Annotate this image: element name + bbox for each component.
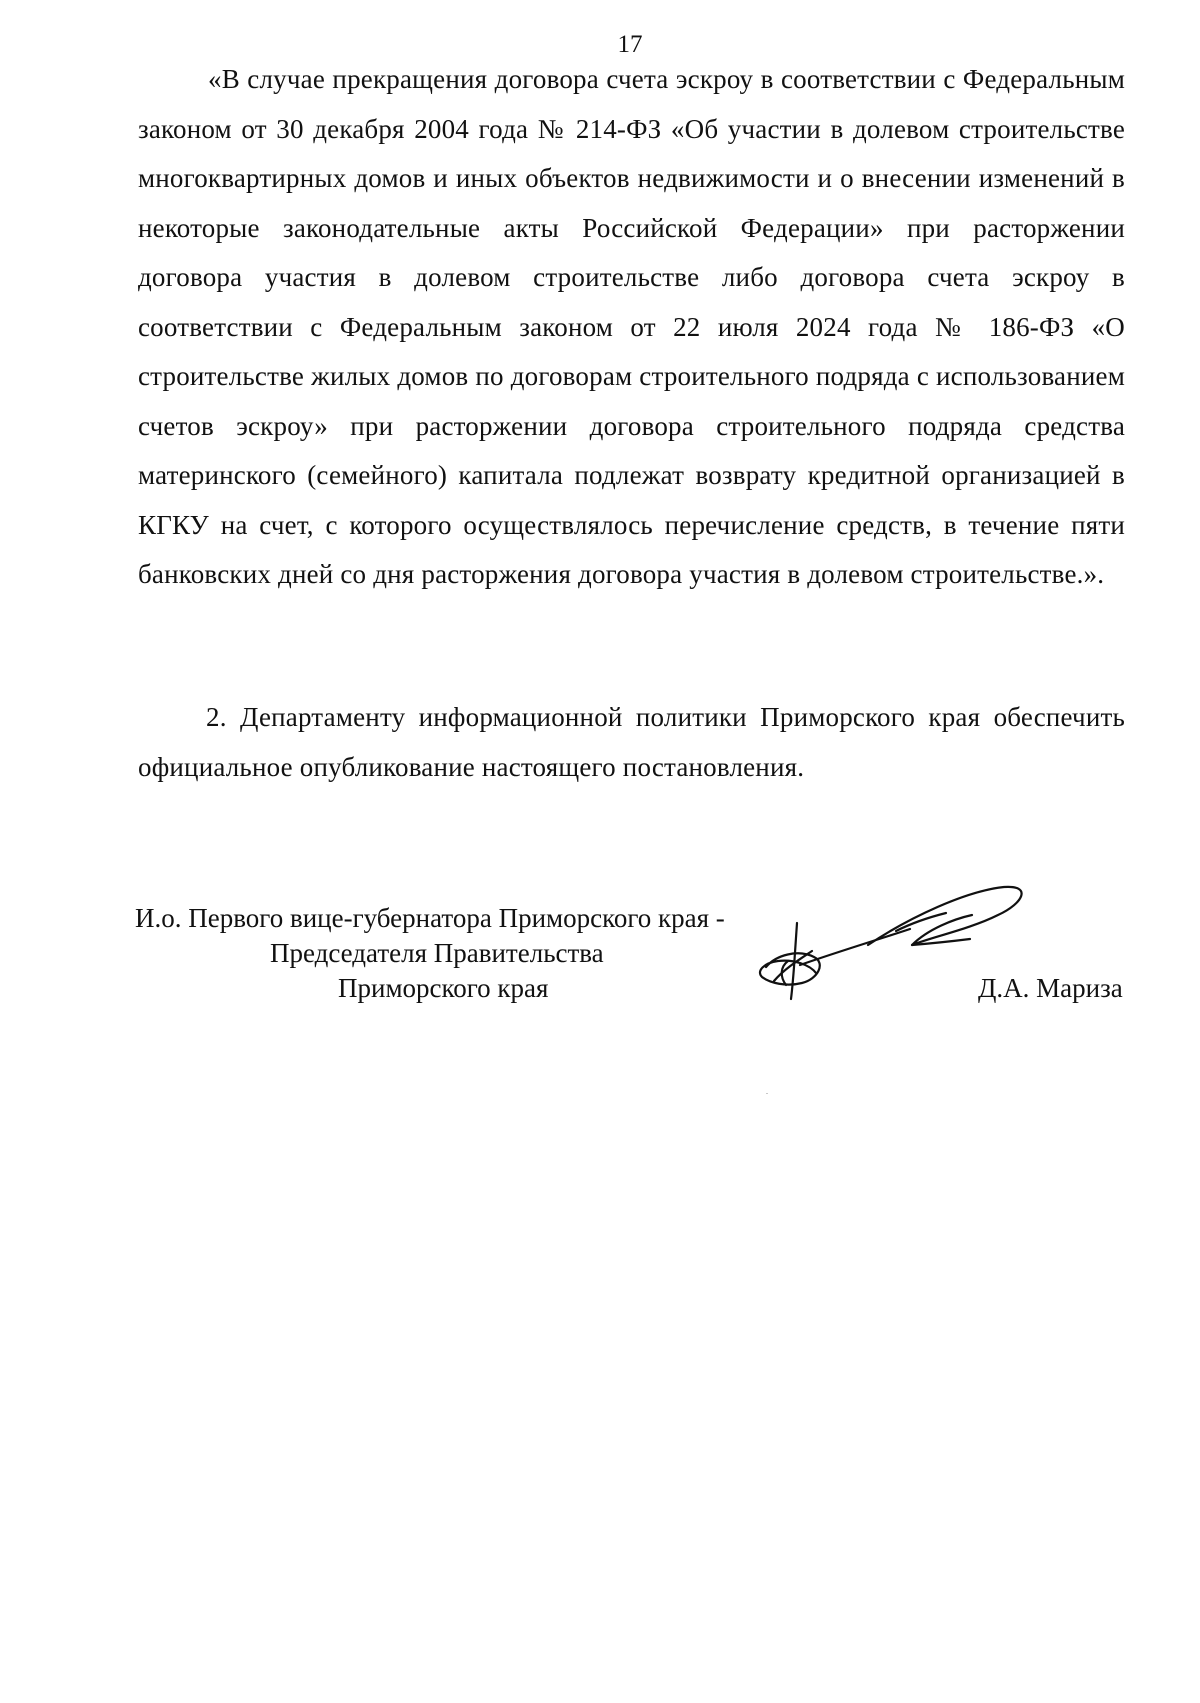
signatory-position-line-1: И.о. Первого вице-губернатора Приморского края - [135,903,725,933]
signatory-position-line-2: Председателя Правительства [270,938,604,968]
handwritten-signature [740,885,1030,1005]
body-paragraph-escrow: «В случае прекращения договора счета эскроу в соответствии с Федеральным законом от 30 декабря 2004 года № 214-ФЗ «Об участии в долевом строительстве многоквартирных домов и иных объектов недвижимости и о внесении изменений в некоторые законодательные акты Российской Федерации» при расторжении договора участия в долевом строительстве либо договора счета эскроу в соответствии с Федеральным законом от 22 июля 2024 года № 186-ФЗ «О строительстве жилых домов по договорам строительного подряда с использованием счетов эскроу» при расторжении договора строительного подряда средства материнского (семейного) капитала подлежат возврату кредитной организацией в КГКУ на счет, с которого осуществлялось перечисление средств, в течение пяти банковских дней со дня расторжения договора участия в долевом строительстве.». [138,64,1125,589]
scan-speck [766,1093,768,1094]
signatory-name: Д.А. Мариза [978,973,1123,1003]
body-paragraph-publication: 2. Департаменту информационной политики Приморского края обеспечить официальное опубликование настоящего постановления. [138,702,1125,782]
page-number: 17 [617,31,643,58]
signatory-position-line-3: Приморского края [338,973,549,1003]
